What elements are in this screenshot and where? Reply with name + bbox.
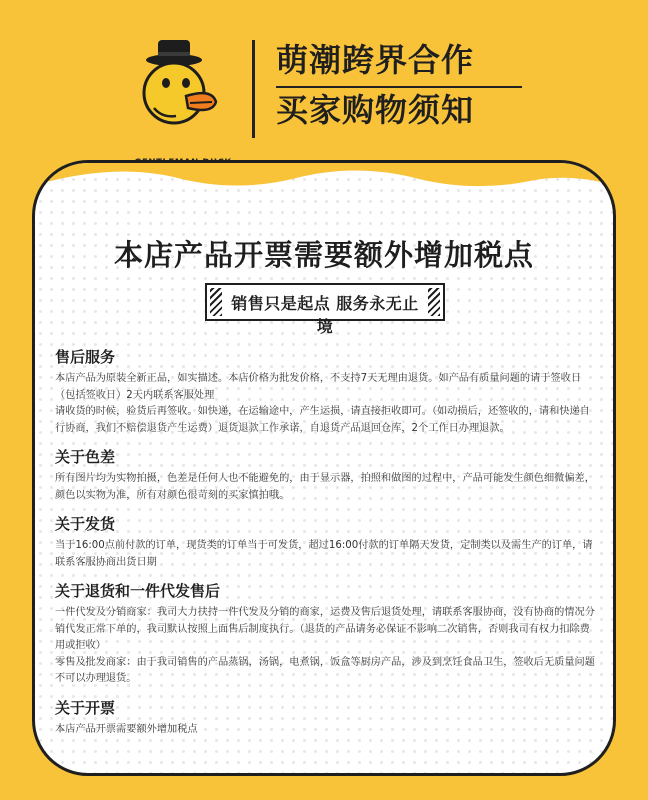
- header-title-line1: 萌潮跨界合作: [276, 41, 475, 79]
- section-heading: 关于退货和一件代发售后: [55, 582, 221, 600]
- brand-logo: [128, 38, 238, 148]
- section-heading: 关于色差: [55, 448, 116, 466]
- banner-stripe-right: [428, 288, 440, 316]
- section-paragraph: 零售及批发商家：由于我司销售的产品蒸锅，汤锅，电煮锅，饭盒等厨房产品，涉及到烹饪食品卫生，签收后无质量问题不可以办理退货。: [55, 656, 595, 684]
- section-heading: 售后服务: [55, 348, 116, 366]
- notice-title: 本店产品开票需要额外增加税点: [113, 238, 534, 272]
- policy-sections: [55, 347, 599, 738]
- header: [0, 0, 648, 160]
- section-paragraph: 请收货的时候，验货后再签收。如快递，在运输途中，产生运损，请直接拒收即可。（如动损后，还签收的，请和快递自行协商，我们不赔偿退货产生运费）退货退款工作承诺，自退货产品退回仓库，2个工作日办理退款。: [55, 406, 590, 434]
- banner-stripe-left: [210, 288, 222, 316]
- card-wave-decoration: [35, 163, 613, 223]
- slogan-text: 销售只是起点 服务永无止境: [231, 294, 419, 336]
- section-paragraph: 本店产品开票需要额外增加税点: [55, 723, 198, 735]
- header-underline: [276, 86, 522, 88]
- slogan-banner: [205, 283, 445, 336]
- section-heading: 关于发货: [55, 515, 116, 533]
- section-heading: 关于开票: [55, 698, 116, 717]
- section-paragraph: 一件代发及分销商家：我司大力扶持一件代发及分销的商家，运费及售后退货处理，请联系客服协商，没有协商的情况分销代发正常下单的，我司默认按照上面售后制度执行。（退货的产品请务必保证不影响二次销售，否则我司有权力扣除费用或拒收）: [55, 607, 595, 651]
- section-paragraph: 当于16:00点前付款的订单，现货类的订单当于可发货，超过16:00付款的订单隔天发货，定制类以及需生产的订单，请联系客服协商出货日期: [55, 540, 593, 568]
- duck-logo-icon: [136, 38, 232, 138]
- section-paragraph: 本店产品为原装全新正品，如实描述。本店价格为批发价格，不支持7天无理由退货。如产品有质量问题的请于签收日（包括签收日）2天内联系客服处理: [55, 373, 582, 401]
- header-divider: [252, 40, 255, 138]
- header-title-line2: 买家购物须知: [276, 91, 475, 129]
- notice-card: [32, 160, 616, 776]
- section-paragraph: 所有图片均为实物拍摄，色差是任何人也不能避免的，由于显示器，拍照和做图的过程中，产品可能发生颜色细微偏差，颜色以实物为准，所有对颜色很苛刻的买家慎拍哦。: [55, 473, 595, 501]
